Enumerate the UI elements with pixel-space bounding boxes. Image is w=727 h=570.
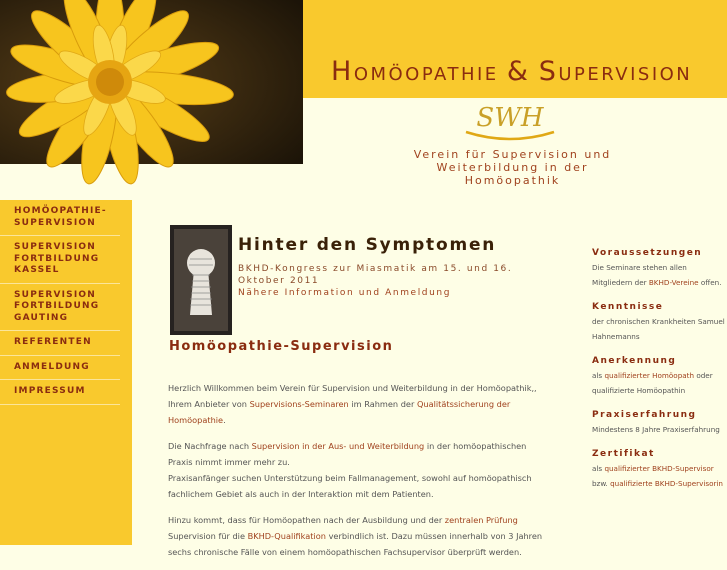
sidebar-nav <box>0 200 132 545</box>
qualification-paragraph: Hinzu kommt, dass für Homöopathen nach der Ausbildung und der zentralen Prüfung Supervision für die BKHD-Qualifikation verbindlich ist. Dazu müssen innerhalb von 3 Jahren sechs chronische Fälle von einem homöopathischen Fachsupervisor überprüft werden. <box>168 515 543 557</box>
heading-kenntnisse: Kenntnisse <box>592 302 664 312</box>
header-flower-image <box>0 0 303 164</box>
intro-paragraph: Herzlich Willkommen beim Verein für Supervision und Weiterbildung in der Homöopathik,, Ihrem Anbieter von Supervisions-Seminaren im Rahmen der Qualitätssicherung der Homöopathie. <box>168 383 537 425</box>
header-title-bar <box>303 0 727 98</box>
nav-item-supervision-gauting[interactable]: SUPERVISION FORTBILDUNG GAUTING <box>0 284 120 332</box>
feature-info-link[interactable]: Nähere Information und Anmeldung <box>238 288 452 298</box>
nav-item-referenten[interactable]: REFERENTEN <box>0 331 120 356</box>
link-bkhd-vereine[interactable]: BKHD-Vereine <box>648 278 699 287</box>
main-content <box>168 380 548 570</box>
link-supervision-ausbildung[interactable]: Supervision in der Aus- und Weiterbildung <box>251 441 425 451</box>
keyhole-image <box>170 225 232 335</box>
feature-headline: Hinter den Symptomen <box>238 235 497 255</box>
text-praxiserfahrung: Mindestens 8 Jahre Praxiserfahrung <box>592 425 720 434</box>
site-tagline: Verein für Supervision und Weiterbildung in der Homöopathik <box>413 148 612 187</box>
nav-item-supervision-kassel[interactable]: SUPERVISION FORTBILDUNG KASSEL <box>0 236 120 284</box>
link-bkhd-qualifikation[interactable]: BKHD-Qualifikation <box>247 531 326 541</box>
site-title: HOMÖOPATHIE & SUPERVISION <box>331 56 693 87</box>
text-zertifikat: als qualifizierter BKHD-Supervisor bzw. qualifizierte BKHD-Supervisorin <box>592 464 723 488</box>
nav-item-impressum[interactable]: IMPRESSUM <box>0 380 120 405</box>
svg-text:SWH: SWH <box>476 103 544 133</box>
link-qualitaetssicherung[interactable]: Qualitätssicherung der Homöopathie <box>168 399 511 425</box>
link-zentrale-pruefung[interactable]: zentralen Prüfung <box>444 515 518 525</box>
link-bkhd-supervisorin[interactable]: qualifizierte BKHD-Supervisorin <box>610 479 723 488</box>
text-voraussetzungen: Die Seminare stehen allen Mitgliedern der BKHD-Vereine offen. <box>592 263 722 287</box>
heading-praxiserfahrung: Praxiserfahrung <box>592 410 697 420</box>
swh-logo <box>460 102 560 144</box>
demand-paragraph: Die Nachfrage nach Supervision in der Aus- und Weiterbildung in der homöopathischen Praxis nimmt immer mehr zu. Praxisanfänger suchen Unterstützung beim Fallmanagement, sowohl auf homöopathisch fachlichem Gebiet als auch in der Interaktion mit dem Patienten. <box>168 441 532 499</box>
feature-event-text: BKHD-Kongress zur Miasmatik am 15. und 16. <box>238 264 513 274</box>
heading-anerkennung: Anerkennung <box>592 356 677 366</box>
link-qualifizierter-homoeopath[interactable]: qualifizierter Homöopath <box>604 371 695 380</box>
link-bkhd-supervisor[interactable]: qualifizierter BKHD-Supervisor <box>604 464 714 473</box>
link-supervisions-seminare[interactable]: Supervisions-Seminaren <box>249 399 349 409</box>
requirements-sidebar <box>592 246 727 491</box>
heading-zertifikat: Zertifikat <box>592 449 655 459</box>
nav-item-anmeldung[interactable]: ANMELDUNG <box>0 356 120 381</box>
text-anerkennung: als qualifizierter Homöopath oder qualifizierte Homöopathin <box>592 371 713 395</box>
text-kenntnisse: der chronischen Krankheiten Samuel Hahnemanns <box>592 317 725 341</box>
section-title: Homöopathie-Supervision <box>169 339 394 354</box>
feature-event-date: Oktober 2011 <box>238 276 320 286</box>
heading-voraussetzungen: Voraussetzungen <box>592 248 703 258</box>
nav-item-homoeopathie-supervision[interactable]: HOMÖOPATHIE-SUPERVISION <box>0 200 120 236</box>
